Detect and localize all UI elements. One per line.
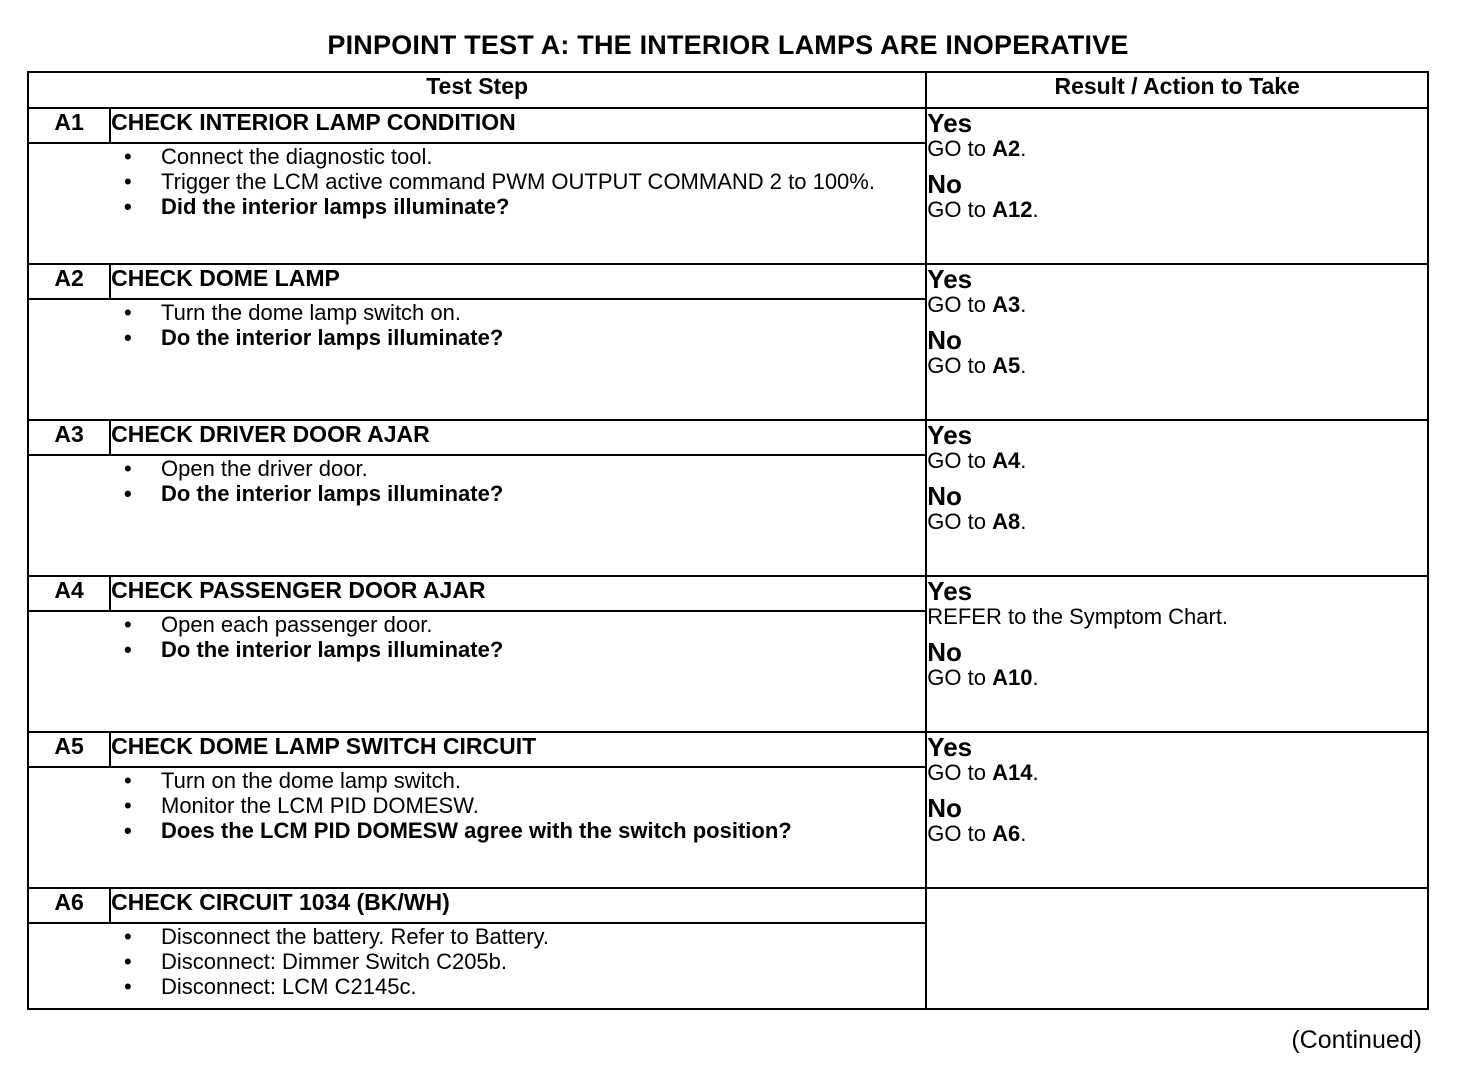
step-id: A2: [28, 264, 110, 299]
bullet-icon: •: [124, 169, 132, 194]
instruction-text: Does the LCM PID DOMESW agree with the switch position?: [161, 818, 792, 843]
result-action-text: GO to: [927, 821, 993, 846]
bullet-icon: •: [124, 194, 132, 219]
result-action-suffix: .: [1020, 821, 1027, 846]
result-answer: No: [927, 169, 962, 199]
result-answer: No: [927, 793, 962, 823]
step-bullet-list: [29, 456, 925, 506]
instruction-text: Turn on the dome lamp switch.: [161, 768, 461, 793]
step-title-row: [28, 888, 1428, 923]
instruction-text: Disconnect: LCM C2145c.: [161, 974, 417, 999]
instruction-text: Disconnect: Dimmer Switch C205b.: [161, 949, 508, 974]
result-answer: Yes: [927, 420, 973, 450]
page-title: PINPOINT TEST A: THE INTERIOR LAMPS ARE INOPERATIVE: [327, 30, 1129, 60]
bullet-icon: •: [124, 924, 132, 949]
result-target-step: A6: [992, 821, 1021, 846]
bullet-icon: •: [124, 325, 132, 350]
result-answer: Yes: [927, 264, 973, 294]
result-action-text: GO to: [927, 136, 993, 161]
step-id: A1: [28, 108, 110, 143]
result-action-text: GO to: [927, 197, 993, 222]
instruction-text: Open the driver door.: [161, 456, 368, 481]
result-target-step: A5: [992, 353, 1021, 378]
result-target-step: A8: [992, 509, 1021, 534]
step-instruction: [29, 612, 925, 637]
step-instruction: [29, 949, 925, 974]
result-target-step: A3: [992, 292, 1021, 317]
result-action: [927, 822, 1427, 846]
step-instruction: [29, 974, 925, 999]
step-title: CHECK DOME LAMP SWITCH CIRCUIT: [110, 732, 926, 767]
step-result-cell: [926, 264, 1428, 420]
result-action-suffix: .: [1032, 760, 1039, 785]
result-target-step: A14: [992, 760, 1033, 785]
step-title: CHECK CIRCUIT 1034 (BK/WH): [110, 888, 926, 923]
step-question: [29, 818, 925, 843]
result-answer: Yes: [927, 108, 973, 138]
result-action-suffix: .: [1020, 292, 1027, 317]
step-instructions: [28, 923, 926, 1009]
instruction-text: Did the interior lamps illuminate?: [161, 194, 510, 219]
result-action-suffix: .: [1032, 197, 1039, 222]
instruction-text: Trigger the LCM active command PWM OUTPUT COMMAND 2 to 100%.: [161, 169, 875, 194]
result-action-text: GO to: [927, 292, 993, 317]
instruction-text: Disconnect the battery. Refer to Battery.: [161, 924, 550, 949]
step-instruction: [29, 793, 925, 818]
bullet-icon: •: [124, 949, 132, 974]
result-action-text: REFER to the Symptom Chart.: [927, 604, 1229, 629]
result-answer: No: [927, 637, 962, 667]
step-instructions: [28, 611, 926, 732]
bullet-icon: •: [124, 456, 132, 481]
result-action-text: GO to: [927, 448, 993, 473]
steps-body: [28, 108, 1428, 1009]
result-answer: No: [927, 325, 962, 355]
result-target-step: A4: [992, 448, 1021, 473]
result-action-suffix: .: [1020, 509, 1027, 534]
step-instructions: [28, 143, 926, 264]
step-bullet-list: [29, 300, 925, 350]
header-test-step: Test Step: [28, 72, 926, 108]
result-target-step: A12: [992, 197, 1033, 222]
result-action-text: GO to: [927, 760, 993, 785]
result-action-suffix: .: [1020, 136, 1027, 161]
step-question: [29, 325, 925, 350]
step-question: [29, 637, 925, 662]
step-title: CHECK DOME LAMP: [110, 264, 926, 299]
result-action-text: GO to: [927, 509, 993, 534]
result-target-step: A2: [992, 136, 1021, 161]
result-action-suffix: .: [1020, 448, 1027, 473]
header-result-action: Result / Action to Take: [926, 72, 1428, 108]
instruction-text: Connect the diagnostic tool.: [161, 144, 433, 169]
step-result-cell: [926, 888, 1428, 1009]
step-question: [29, 194, 925, 219]
step-question: [29, 481, 925, 506]
result-target-step: A10: [992, 665, 1033, 690]
continued-note: (Continued): [1291, 1026, 1422, 1054]
result-action: [927, 510, 1427, 534]
result-action: [927, 293, 1427, 317]
result-action: [927, 666, 1427, 690]
step-instruction: [29, 300, 925, 325]
step-result-cell: [926, 576, 1428, 732]
step-instructions: [28, 455, 926, 576]
step-instruction: [29, 768, 925, 793]
instruction-text: Open each passenger door.: [161, 612, 433, 637]
step-id: A6: [28, 888, 110, 923]
result-action: [927, 354, 1427, 378]
pinpoint-test-table: [27, 71, 1429, 1010]
instruction-text: Do the interior lamps illuminate?: [161, 481, 504, 506]
instruction-text: Turn the dome lamp switch on.: [161, 300, 461, 325]
result-answer: No: [927, 481, 962, 511]
step-title-row: [28, 420, 1428, 455]
table-header-row: [28, 72, 1428, 108]
instruction-text: Do the interior lamps illuminate?: [161, 637, 504, 662]
step-bullet-list: [29, 768, 925, 843]
step-instructions: [28, 767, 926, 888]
result-action-suffix: .: [1020, 353, 1027, 378]
step-bullet-list: [29, 144, 925, 219]
step-instructions: [28, 299, 926, 420]
bullet-icon: •: [124, 818, 132, 843]
instruction-text: Monitor the LCM PID DOMESW.: [161, 793, 479, 818]
step-result-cell: [926, 108, 1428, 264]
step-title-row: [28, 264, 1428, 299]
step-instruction: [29, 144, 925, 169]
bullet-icon: •: [124, 793, 132, 818]
result-action-suffix: .: [1032, 665, 1039, 690]
result-answer: Yes: [927, 732, 973, 762]
step-title: CHECK DRIVER DOOR AJAR: [110, 420, 926, 455]
step-instruction: [29, 456, 925, 481]
bullet-icon: •: [124, 481, 132, 506]
step-instruction: [29, 924, 925, 949]
step-instruction: [29, 169, 925, 194]
bullet-icon: •: [124, 637, 132, 662]
step-title-row: [28, 576, 1428, 611]
step-title: CHECK INTERIOR LAMP CONDITION: [110, 108, 926, 143]
result-action: [927, 449, 1427, 473]
result-action: [927, 605, 1427, 629]
bullet-icon: •: [124, 144, 132, 169]
step-bullet-list: [29, 612, 925, 662]
step-id: A5: [28, 732, 110, 767]
result-answer: Yes: [927, 576, 973, 606]
step-title-row: [28, 732, 1428, 767]
step-id: A4: [28, 576, 110, 611]
bullet-icon: •: [124, 974, 132, 999]
step-bullet-list: [29, 924, 925, 999]
step-result-cell: [926, 732, 1428, 888]
result-action-text: GO to: [927, 665, 993, 690]
result-action-text: GO to: [927, 353, 993, 378]
step-title: CHECK PASSENGER DOOR AJAR: [110, 576, 926, 611]
bullet-icon: •: [124, 300, 132, 325]
result-action: [927, 761, 1427, 785]
step-id: A3: [28, 420, 110, 455]
step-result-cell: [926, 420, 1428, 576]
result-action: [927, 198, 1427, 222]
bullet-icon: •: [124, 612, 132, 637]
instruction-text: Do the interior lamps illuminate?: [161, 325, 504, 350]
result-action: [927, 137, 1427, 161]
step-title-row: [28, 108, 1428, 143]
bullet-icon: •: [124, 768, 132, 793]
